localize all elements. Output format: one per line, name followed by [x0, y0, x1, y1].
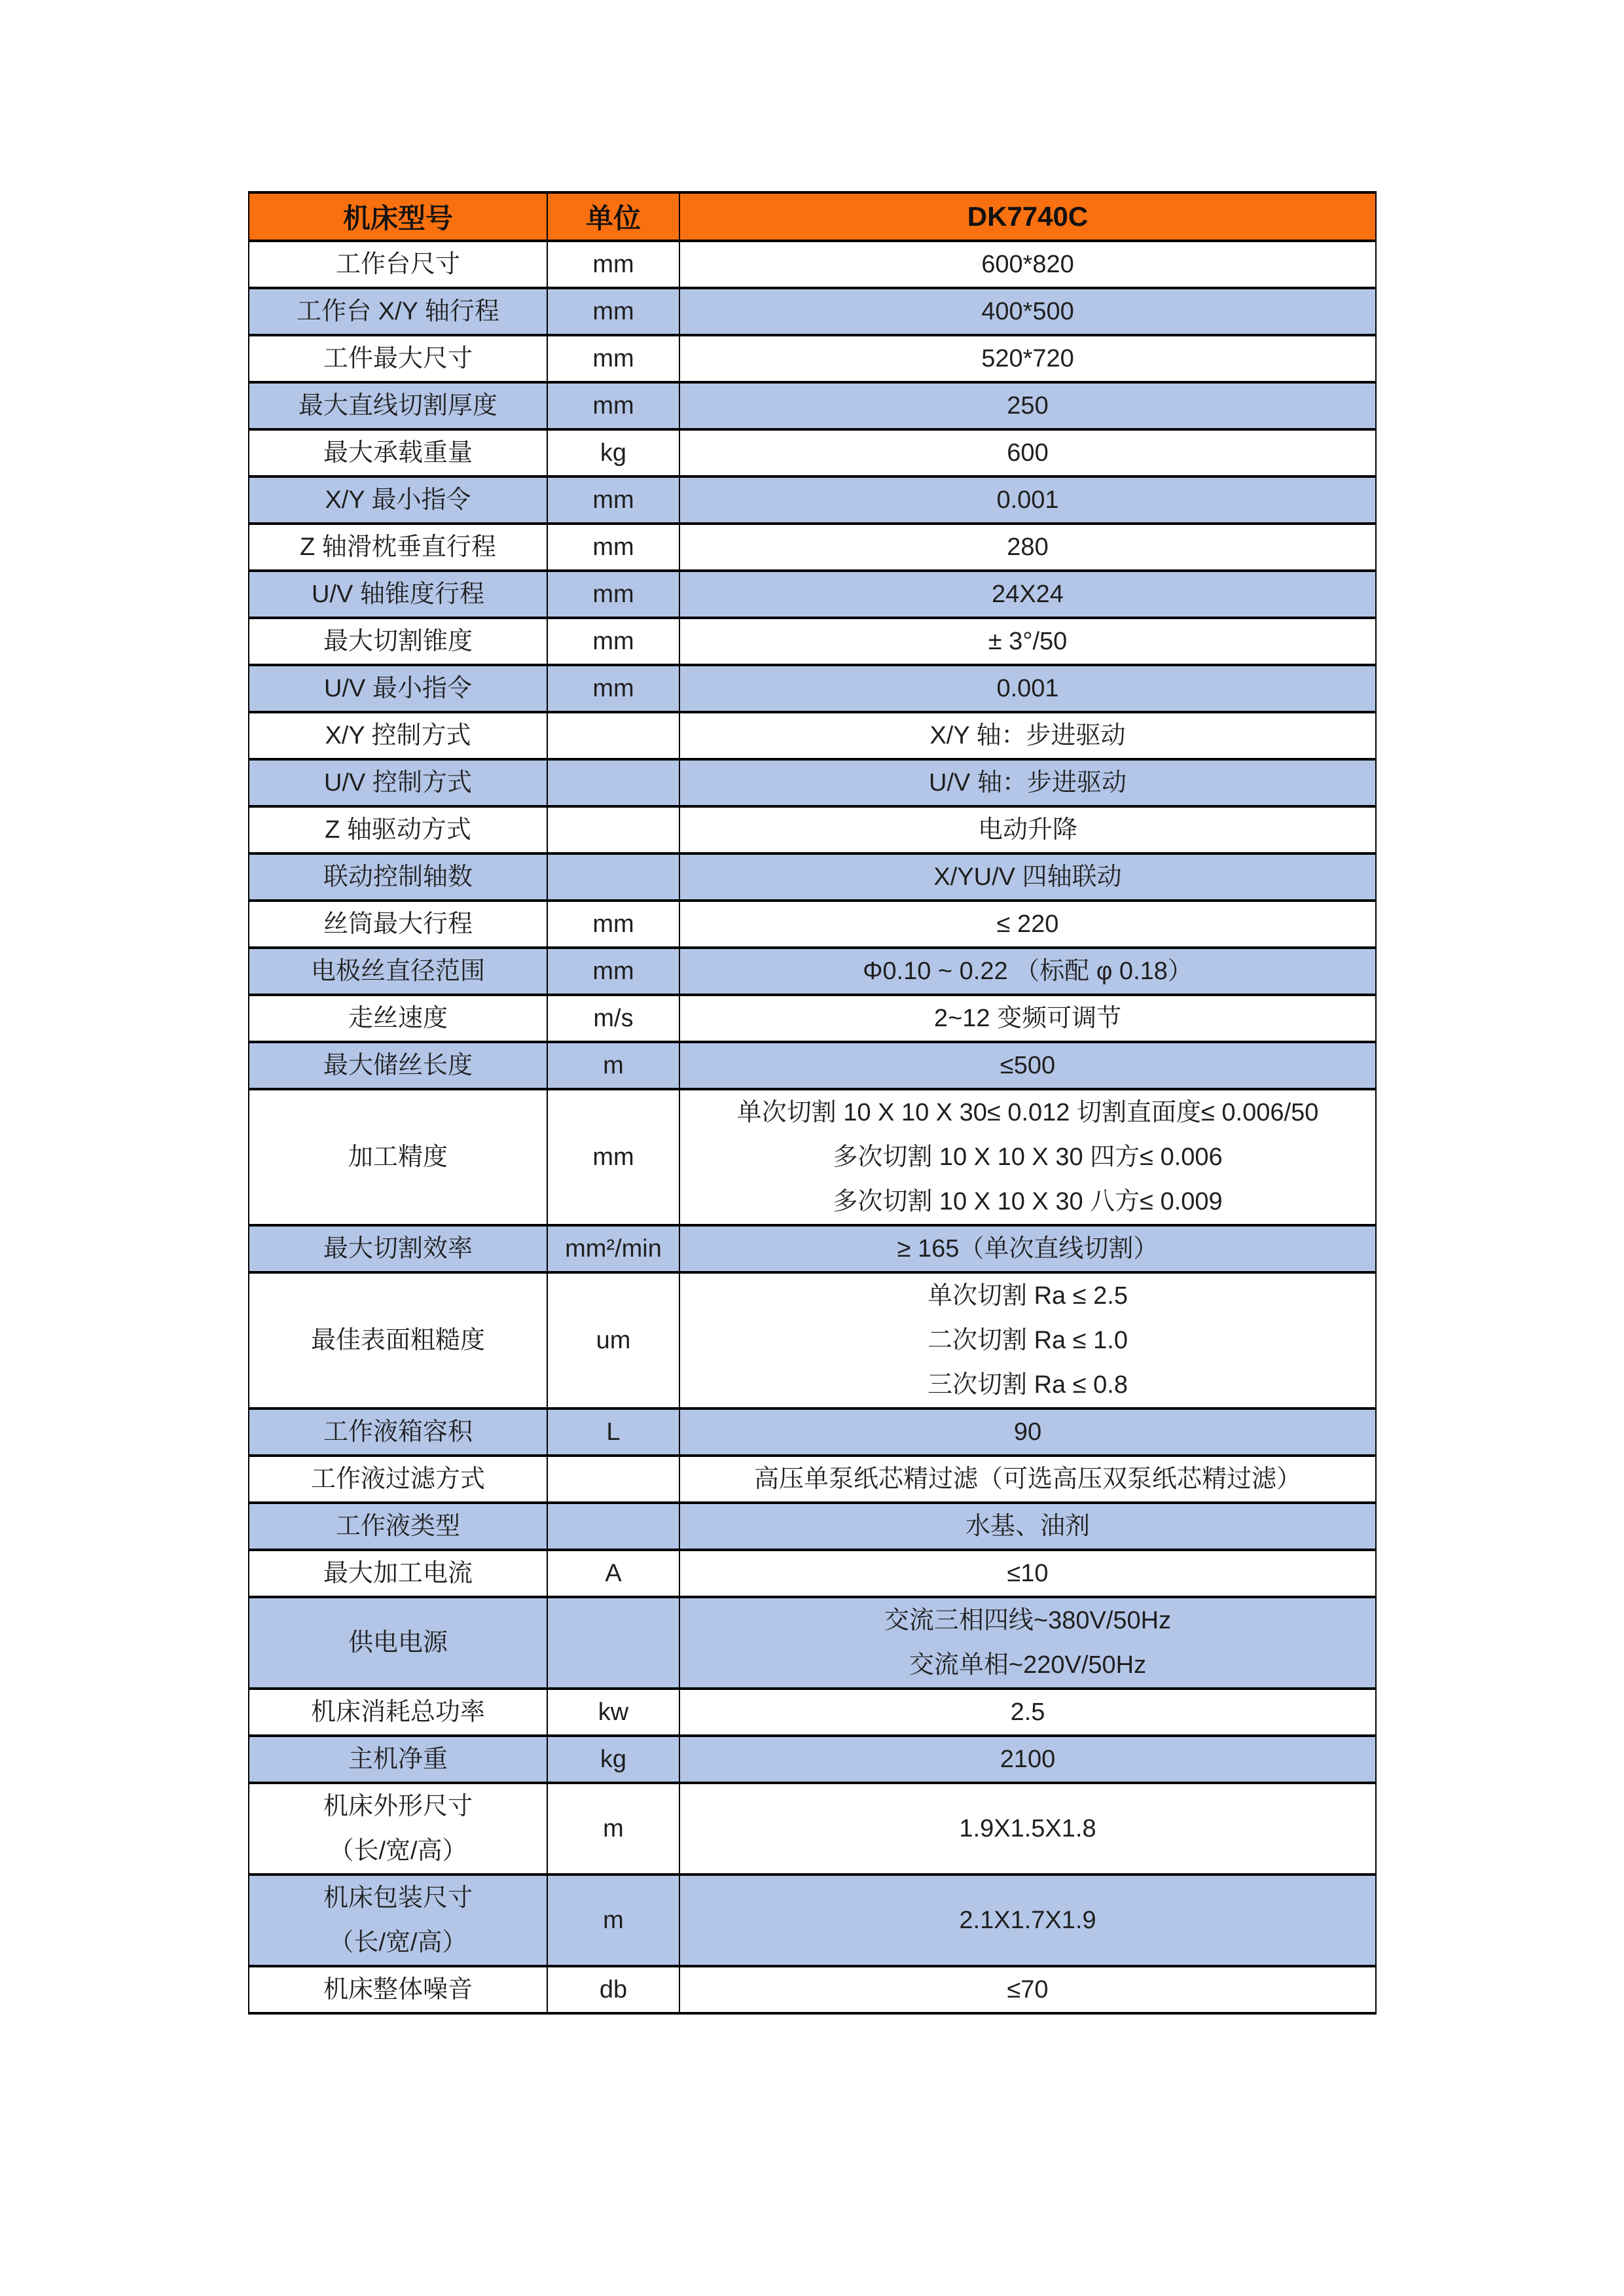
row-unit-text: kw — [598, 1698, 629, 1726]
row-label-cell — [249, 241, 547, 288]
row-label-text: 机床外形尺寸 — [323, 1793, 473, 1820]
row-value-text: X/YU/V 四轴联动 — [933, 863, 1122, 891]
row-unit-cell — [547, 759, 679, 806]
table-row — [249, 382, 1376, 429]
row-label-cell — [249, 335, 547, 382]
row-unit-cell — [547, 948, 679, 995]
row-unit-cell — [547, 1550, 679, 1597]
row-value-cell — [679, 382, 1376, 429]
row-label-cell — [249, 995, 547, 1042]
table-row — [249, 1225, 1376, 1272]
row-value-text: 多次切割 10 X 10 X 30 四方≤ 0.006 — [833, 1143, 1223, 1171]
row-label-cell — [249, 1503, 547, 1550]
row-value-cell — [679, 995, 1376, 1042]
row-unit-text: um — [596, 1327, 631, 1354]
row-value-cell — [679, 1089, 1376, 1225]
row-value-text: ≤500 — [1000, 1052, 1056, 1079]
row-unit-text: m — [603, 1815, 624, 1842]
row-label-cell — [249, 759, 547, 806]
row-label-cell — [249, 1597, 547, 1689]
row-value-text: 2~12 变频可调节 — [933, 1005, 1122, 1032]
row-value-cell — [679, 571, 1376, 618]
row-unit-cell — [547, 1042, 679, 1089]
table-row — [249, 1736, 1376, 1783]
table-row — [249, 429, 1376, 476]
row-label-cell — [249, 1225, 547, 1272]
row-value-text: 二次切割 Ra ≤ 1.0 — [928, 1327, 1128, 1354]
row-unit-cell — [547, 901, 679, 948]
row-label-cell — [249, 1042, 547, 1089]
table-row — [249, 901, 1376, 948]
row-label-cell — [249, 1736, 547, 1783]
table-row — [249, 1456, 1376, 1503]
row-label-cell — [249, 618, 547, 665]
row-unit-cell — [547, 382, 679, 429]
row-label-text: 电极丝直径范围 — [310, 958, 485, 985]
row-label-text: U/V 控制方式 — [324, 769, 472, 797]
row-value-text: 0.001 — [996, 675, 1059, 702]
row-label-text: 工件最大尺寸 — [323, 345, 473, 372]
row-unit-cell — [547, 665, 679, 712]
row-unit-text: mm — [592, 345, 634, 372]
row-unit-text: mm — [592, 958, 634, 985]
row-value-text: 水基、油剂 — [965, 1513, 1090, 1540]
row-unit-cell — [547, 1089, 679, 1225]
table-row — [249, 1503, 1376, 1550]
row-label-text: 工作液类型 — [335, 1513, 460, 1540]
row-unit-text: mm — [592, 910, 634, 938]
row-label-text: 工作液箱容积 — [323, 1418, 473, 1446]
table-header-row — [249, 192, 1376, 241]
row-label-text: U/V 最小指令 — [324, 675, 472, 702]
row-label-text: 最大承载重量 — [323, 439, 473, 467]
row-unit-text: m — [603, 1052, 624, 1079]
row-label-text: 机床整体噪音 — [323, 1976, 473, 2003]
row-value-cell — [679, 1550, 1376, 1597]
row-value-text: ± 3°/50 — [988, 628, 1068, 655]
row-value-cell — [679, 1272, 1376, 1408]
row-unit-text: L — [606, 1418, 621, 1446]
row-label-text: 工作台尺寸 — [335, 251, 460, 278]
table-row — [249, 1597, 1376, 1689]
row-unit-cell — [547, 1503, 679, 1550]
row-unit-cell — [547, 1408, 679, 1456]
row-label-cell — [249, 1272, 547, 1408]
row-value-cell — [679, 288, 1376, 335]
header-model-value: DK7740C — [679, 192, 1376, 241]
table-row — [249, 1408, 1376, 1456]
table-row — [249, 1272, 1376, 1408]
table-row — [249, 712, 1376, 759]
row-value-cell — [679, 429, 1376, 476]
row-label-text: 走丝速度 — [348, 1005, 448, 1032]
row-value-text: 单次切割 Ra ≤ 2.5 — [928, 1282, 1128, 1310]
row-value-text: Φ0.10 ~ 0.22 （标配 φ 0.18） — [863, 958, 1193, 985]
table-row — [249, 571, 1376, 618]
row-value-text: 0.001 — [996, 486, 1059, 514]
row-unit-cell — [547, 712, 679, 759]
row-label-cell — [249, 901, 547, 948]
row-unit-text: m — [603, 1907, 624, 1934]
row-value-text: 250 — [1007, 392, 1049, 420]
row-label-cell — [249, 1874, 547, 1966]
table-row — [249, 665, 1376, 712]
row-value-cell — [679, 853, 1376, 901]
row-value-text: X/Y 轴：步进驱动 — [929, 722, 1126, 749]
row-unit-cell — [547, 1225, 679, 1272]
row-label-text: （长/宽/高） — [329, 1929, 467, 1956]
row-value-text: 600 — [1007, 439, 1049, 467]
table-row — [249, 1089, 1376, 1225]
row-value-text: 520*720 — [981, 345, 1074, 372]
row-unit-cell — [547, 288, 679, 335]
row-value-cell — [679, 1966, 1376, 2013]
row-unit-cell — [547, 1736, 679, 1783]
row-unit-text: kg — [600, 1746, 627, 1773]
row-value-cell — [679, 806, 1376, 853]
row-label-cell — [249, 948, 547, 995]
row-value-text: 电动升降 — [977, 816, 1077, 844]
row-value-text: 交流三相四线~380V/50Hz — [884, 1607, 1172, 1634]
row-unit-cell — [547, 1597, 679, 1689]
row-value-text: 交流单相~220V/50Hz — [909, 1651, 1147, 1679]
table-row — [249, 995, 1376, 1042]
row-label-text: 最大储丝长度 — [323, 1052, 473, 1079]
row-value-cell — [679, 1408, 1376, 1456]
row-value-text: ≤10 — [1007, 1560, 1049, 1587]
table-row — [249, 1966, 1376, 2013]
row-label-cell — [249, 1408, 547, 1456]
table-row — [249, 1783, 1376, 1874]
row-unit-cell — [547, 853, 679, 901]
row-value-text: 1.9X1.5X1.8 — [959, 1815, 1096, 1842]
row-unit-cell — [547, 524, 679, 571]
row-label-text: 工作液过滤方式 — [310, 1465, 485, 1493]
header-model-label: 机床型号 — [249, 192, 547, 241]
table-row — [249, 1550, 1376, 1597]
row-unit-text: mm — [592, 486, 634, 514]
row-value-cell — [679, 1456, 1376, 1503]
row-unit-text: A — [605, 1560, 622, 1587]
row-unit-cell — [547, 476, 679, 524]
row-value-text: U/V 轴：步进驱动 — [929, 769, 1127, 797]
row-label-text: 主机净重 — [348, 1746, 448, 1773]
row-label-cell — [249, 476, 547, 524]
row-label-cell — [249, 1456, 547, 1503]
row-value-cell — [679, 241, 1376, 288]
row-label-text: 供电电源 — [348, 1629, 448, 1657]
row-label-text: 加工精度 — [348, 1143, 448, 1171]
row-unit-cell — [547, 806, 679, 853]
row-unit-text: kg — [600, 439, 627, 467]
row-value-cell — [679, 1597, 1376, 1689]
row-label-text: X/Y 控制方式 — [325, 722, 471, 749]
row-unit-text: mm²/min — [565, 1235, 662, 1263]
row-label-text: Z 轴驱动方式 — [325, 816, 471, 844]
row-label-text: X/Y 最小指令 — [325, 486, 471, 514]
row-value-text: 多次切割 10 X 10 X 30 八方≤ 0.009 — [833, 1188, 1223, 1215]
row-label-text: 最大直线切割厚度 — [298, 392, 497, 420]
row-value-text: 2100 — [1000, 1746, 1056, 1773]
row-unit-text: mm — [592, 298, 634, 325]
row-label-text: Z 轴滑枕垂直行程 — [300, 533, 496, 561]
row-label-cell — [249, 1966, 547, 2013]
row-unit-text: mm — [592, 1143, 634, 1171]
row-unit-cell — [547, 1874, 679, 1966]
row-label-text: U/V 轴锥度行程 — [312, 581, 484, 608]
row-value-text: 单次切割 10 X 10 X 30≤ 0.012 切割直面度≤ 0.006/50 — [736, 1099, 1319, 1126]
row-label-cell — [249, 712, 547, 759]
row-unit-text: mm — [592, 392, 634, 420]
row-label-text: 丝筒最大行程 — [323, 910, 473, 938]
row-value-cell — [679, 665, 1376, 712]
row-label-text: 最大加工电流 — [323, 1560, 473, 1587]
row-label-cell — [249, 853, 547, 901]
table-row — [249, 288, 1376, 335]
row-value-cell — [679, 476, 1376, 524]
row-unit-text: mm — [592, 251, 634, 278]
row-label-text: （长/宽/高） — [329, 1837, 467, 1865]
row-value-cell — [679, 1503, 1376, 1550]
row-value-cell — [679, 1783, 1376, 1874]
row-unit-cell — [547, 1689, 679, 1736]
row-value-text: 2.5 — [1010, 1698, 1045, 1726]
row-label-cell — [249, 571, 547, 618]
row-label-cell — [249, 806, 547, 853]
table-row — [249, 1042, 1376, 1089]
row-value-text: 400*500 — [981, 298, 1074, 325]
row-value-text: 600*820 — [981, 251, 1074, 278]
row-unit-text: mm — [592, 533, 634, 561]
row-value-text: 280 — [1007, 533, 1049, 561]
table-row — [249, 335, 1376, 382]
row-unit-cell — [547, 429, 679, 476]
row-value-cell — [679, 1874, 1376, 1966]
table-row — [249, 524, 1376, 571]
row-label-text: 最大切割锥度 — [323, 628, 473, 655]
table-row — [249, 241, 1376, 288]
table-row — [249, 476, 1376, 524]
row-unit-cell — [547, 335, 679, 382]
row-label-text: 机床包装尺寸 — [323, 1884, 473, 1912]
row-unit-text: mm — [592, 581, 634, 608]
row-label-cell — [249, 1550, 547, 1597]
row-value-cell — [679, 1736, 1376, 1783]
row-value-text: 三次切割 Ra ≤ 0.8 — [928, 1371, 1128, 1399]
row-value-cell — [679, 1225, 1376, 1272]
row-value-text: 高压单泵纸芯精过滤（可选高压双泵纸芯精过滤） — [753, 1465, 1301, 1493]
row-value-text: 90 — [1013, 1418, 1042, 1446]
row-value-cell — [679, 1689, 1376, 1736]
row-unit-cell — [547, 241, 679, 288]
row-value-cell — [679, 712, 1376, 759]
row-unit-cell — [547, 571, 679, 618]
row-label-cell — [249, 665, 547, 712]
row-unit-text: db — [599, 1976, 628, 2003]
table-row — [249, 948, 1376, 995]
row-value-cell — [679, 1042, 1376, 1089]
row-value-cell — [679, 335, 1376, 382]
row-label-text: 机床消耗总功率 — [310, 1698, 485, 1726]
row-value-text: 24X24 — [992, 581, 1064, 608]
row-label-text: 最大切割效率 — [323, 1235, 473, 1263]
row-label-cell — [249, 382, 547, 429]
row-unit-text: m/s — [593, 1005, 634, 1032]
row-value-text: ≤ 220 — [996, 910, 1059, 938]
row-label-text: 工作台 X/Y 轴行程 — [297, 298, 499, 325]
table-row — [249, 853, 1376, 901]
row-unit-cell — [547, 618, 679, 665]
row-unit-text: mm — [592, 675, 634, 702]
row-value-cell — [679, 524, 1376, 571]
row-value-text: ≤70 — [1007, 1976, 1049, 2003]
header-unit-label: 单位 — [547, 192, 679, 241]
row-label-cell — [249, 429, 547, 476]
row-value-cell — [679, 948, 1376, 995]
row-unit-text: mm — [592, 628, 634, 655]
machine-spec-table — [248, 191, 1377, 2015]
table-row — [249, 618, 1376, 665]
row-unit-cell — [547, 1966, 679, 2013]
table-row — [249, 806, 1376, 853]
table-row — [249, 1874, 1376, 1966]
row-label-text: 最佳表面粗糙度 — [310, 1327, 485, 1354]
row-unit-cell — [547, 1272, 679, 1408]
table-row — [249, 759, 1376, 806]
row-unit-cell — [547, 1456, 679, 1503]
row-value-cell — [679, 759, 1376, 806]
row-label-cell — [249, 1089, 547, 1225]
row-label-cell — [249, 524, 547, 571]
row-value-text: ≥ 165（单次直线切割） — [897, 1235, 1159, 1263]
row-label-text: 联动控制轴数 — [323, 863, 473, 891]
row-unit-cell — [547, 995, 679, 1042]
row-label-cell — [249, 1689, 547, 1736]
table-row — [249, 1689, 1376, 1736]
row-label-cell — [249, 1783, 547, 1874]
row-value-cell — [679, 618, 1376, 665]
row-unit-cell — [547, 1783, 679, 1874]
row-value-cell — [679, 901, 1376, 948]
row-label-cell — [249, 288, 547, 335]
row-value-text: 2.1X1.7X1.9 — [959, 1907, 1096, 1934]
